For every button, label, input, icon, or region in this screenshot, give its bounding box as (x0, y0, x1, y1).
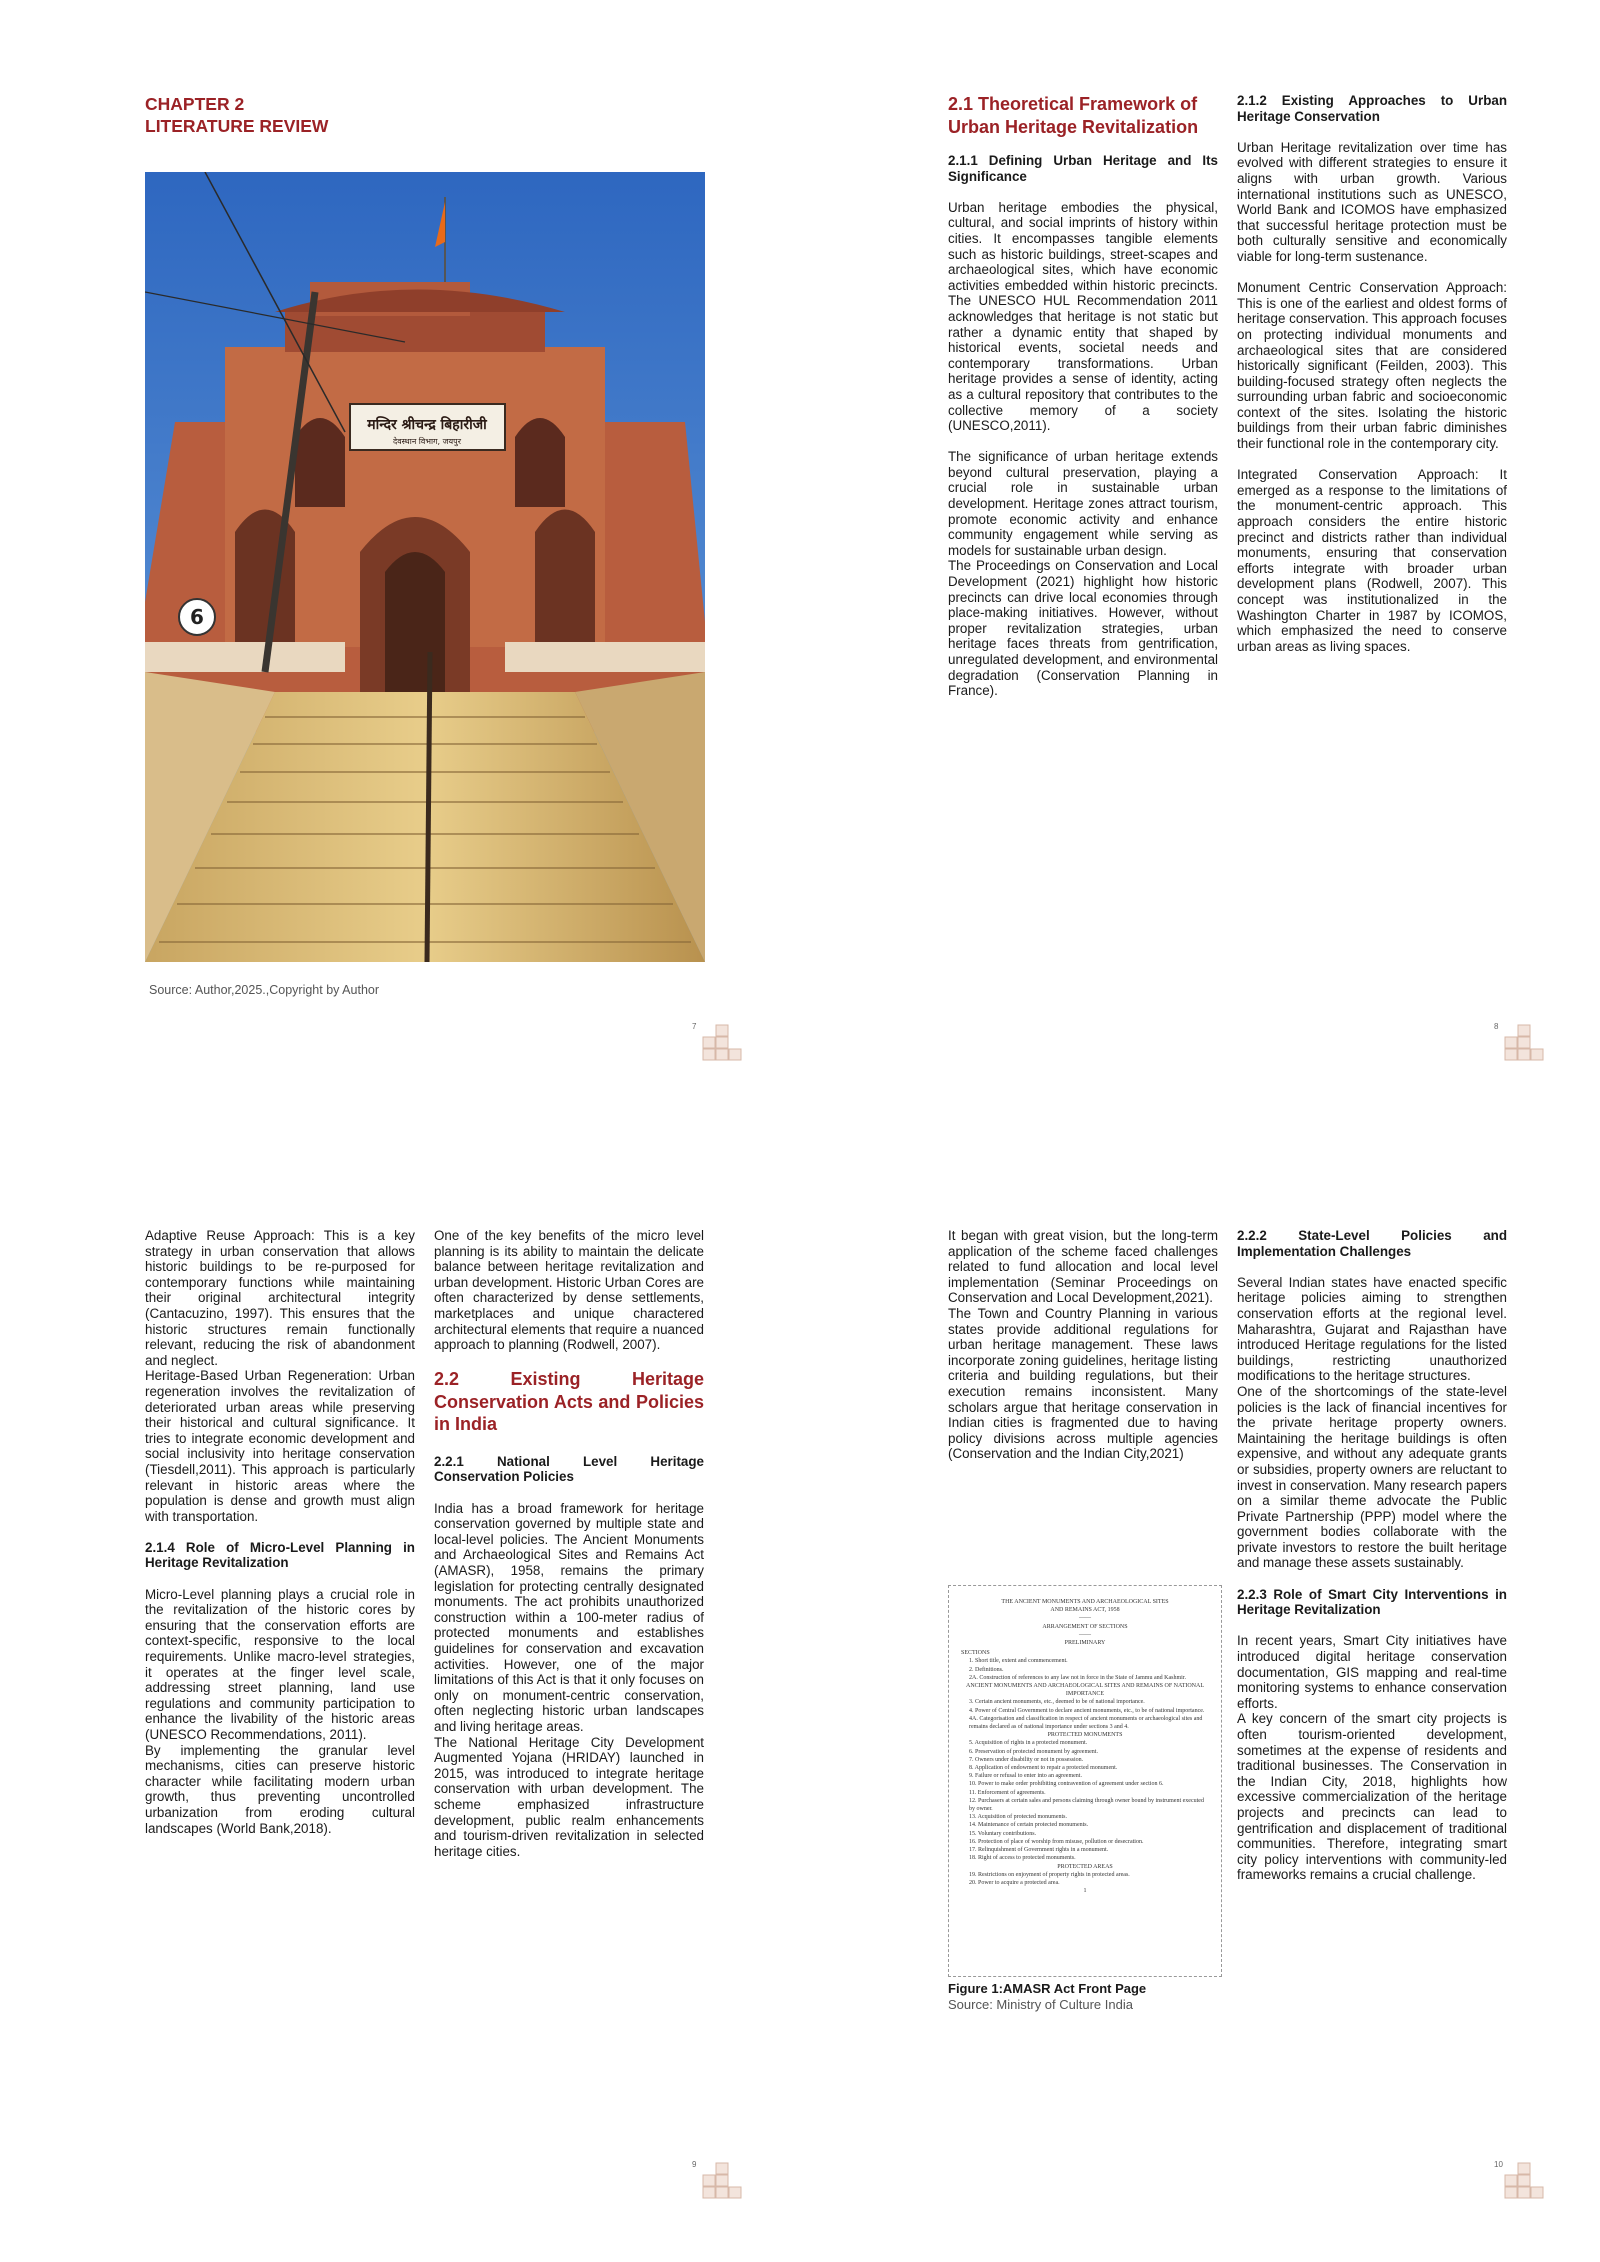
subheading-2-1-1: 2.1.1 Defining Urban Heritage and Its Significance (948, 153, 1218, 184)
paragraph: The National Heritage City Development Augmented Yojana (HRIDAY) launched in 2015, was introduced to integrate heritage conservation with urban development. The scheme emphasized infrastructure development, public realm enhancements and tourism-driven revitalization in selected heritage cities. (434, 1734, 704, 1859)
doc-section-item: 5. Acquisition of rights in a protected monument. (969, 1740, 1088, 1747)
paragraph: The Town and Country Planning in various states provide additional regulations for urban heritage management. These laws incorporate zoning guidelines, heritage listing criteria and building regulations, but their execution remains inconsistent. Many scholars argue that heritage conservation in Indian cities is fragmented due to having policy divisions across multiple agencies (Conservation and the Indian City,2021) (948, 1305, 1218, 1462)
paragraph: Monument Centric Conservation Approach: This is one of the earliest and oldest forms of heritage conservation. This approach focuses on protecting individual monuments and archaeological sites that are considered historically significant (Feilden, 2003). This building-focused strategy often neglects the surrounding urban fabric and socioeconomic context of the sites. Isolating the historic buildings from their urban fabric diminishes their functional role in the contemporary city. (1237, 280, 1507, 452)
page9-left-column (145, 1228, 415, 1852)
paragraph: Heritage-Based Urban Regeneration: Urban regeneration involves the revitalization of deteriorated urban areas while preserving their historical and cultural significance. It tries to integrate economic development and social inclusivity into heritage conservation (Tiesdell,2011). This approach is particularly relevant in historic areas where the population is dense and growth must align with transportation. (145, 1368, 415, 1524)
page-number: 9 (692, 2160, 697, 2169)
page-grid-icon (1504, 1024, 1546, 1062)
doc-section-item: 3. Certain ancient monuments, etc., deemed to be of national importance. (969, 1699, 1145, 1706)
doc-section-item: 9. Failure or refusal to enter into an agreement. (969, 1773, 1082, 1780)
doc-section-item: 13. Acquisition of protected monuments. (969, 1814, 1067, 1821)
doc-section-item: 11. Enforcement of agreements. (969, 1789, 1046, 1796)
doc-section-item: 16. Protection of place of worship from misuse, pollution or desecration. (969, 1838, 1144, 1845)
figure-title: Figure 1:AMASR Act Front Page (948, 1981, 1147, 1996)
subheading-2-2-1: 2.2.1 National Level Heritage Conservation Policies (434, 1453, 704, 1485)
doc-dash: —— (1079, 1615, 1091, 1622)
photo-caption: Source: Author,2025.,Copyright by Author (149, 983, 380, 997)
doc-section-item: 4A. Categorisation and classification in respect of ancient monuments or archaeological sites and remains declared as of national importance under sections 3 and 4. (969, 1715, 1203, 1731)
chapter-title: LITERATURE REVIEW (145, 116, 329, 136)
doc-section-item: 20. Power to acquire a protected area. (969, 1879, 1060, 1886)
doc-section-list (961, 1657, 1209, 1887)
doc-section-item: 10. Power to make order prohibiting contravention of agreement under section 6. (969, 1781, 1164, 1788)
amasr-act-front-page (948, 1585, 1222, 1977)
doc-arrangement: ARRANGEMENT OF SECTIONS (1042, 1623, 1128, 1630)
page-number: 10 (1494, 2160, 1503, 2169)
page-grid-icon (1504, 2162, 1546, 2200)
doc-section-item: 18. Right of access to protected monuments. (969, 1855, 1076, 1862)
doc-preliminary: PRELIMINARY (1064, 1640, 1106, 1647)
figure-source: Source: Ministry of Culture India (948, 1997, 1133, 2012)
doc-section-item: 1. Short title, extent and commencement. (969, 1658, 1068, 1665)
doc-section-item: 15. Voluntary contributions. (969, 1830, 1037, 1837)
doc-section-item: 14. Maintenance of certain protected monuments. (969, 1822, 1089, 1829)
subheading-2-2-2: 2.2.2 State-Level Policies and Implementation Challenges (1237, 1228, 1507, 1259)
page8-right-column (1237, 93, 1507, 670)
subheading-2-1-4: 2.1.4 Role of Micro-Level Planning in Heritage Revitalization (145, 1539, 415, 1571)
doc-section-item: 17. Relinquishment of Government rights in a monument. (969, 1847, 1109, 1854)
doc-section-item: 2A. Construction of references to any law not in force in the State of Jammu and Kashmir. (969, 1674, 1186, 1681)
doc-section-item: 12. Purchasers at certain sales and persons claiming through owner bound by instrument executed by owner. (969, 1797, 1204, 1813)
house-number: 6 (190, 605, 204, 629)
paragraph: One of the shortcomings of the state-level policies is the lack of financial incentives for the private heritage property owners. Maintaining the heritage buildings is often expensive, and without any adequate grants or subsidies, property owners are reluctant to invest in conservation. Many research papers on a similar theme advocate the Public Private Partnership (PPP) model where the government bodies collaborate with the private investors to restore the built heritage and manage these assets sustainably. (1237, 1383, 1507, 1571)
page8-left-column (948, 93, 1218, 714)
page-number: 7 (692, 1022, 697, 1031)
doc-sections-label: SECTIONS (961, 1650, 990, 1657)
chapter-number: CHAPTER 2 (145, 94, 245, 114)
paragraph: A key concern of the smart city projects is often tourism-oriented development, sometimes at the expense of residents and traditional businesses. The Conservation in the Indian City, 2018, highlights how excessive commercialization of the heritage projects and precincts can lead to gentrification and displacement of traditional communities. Therefore, integrating smart city policy interventions with community-led frameworks remains a crucial challenge. (1237, 1711, 1507, 1883)
section-heading-2-2: 2.2 Existing Heritage Conservation Acts and Policies in India (434, 1369, 704, 1435)
page9-right-column (434, 1228, 704, 1875)
doc-title-line2: AND REMAINS ACT, 1958 (1050, 1607, 1120, 1614)
paragraph: Several Indian states have enacted specific heritage policies aiming to strengthen conservation efforts at the regional level. Maharashtra, Gujarat and Rajasthan have introduced Heritage regulations for the listed buildings, restricting unauthorized modifications to the heritage structures. (1237, 1274, 1507, 1384)
paragraph: Adaptive Reuse Approach: This is a key strategy in urban conservation that allows historic buildings to be re-purposed for contemporary functions while maintaining their original architectural integrity (Cantacuzino, 1997). This ensures that the historic structures remain functionally relevant, reducing the risk of abandonment and neglect. (145, 1228, 415, 1368)
paragraph: India has a broad framework for heritage conservation governed by multiple state and local-level policies. The Ancient Monuments and Archaeological Sites and Remains Act (AMASR), 1958, remains the primary legislation for protecting centrally designated monuments. The act prohibits unauthorized construction within a 100-meter radius of protected monuments and establishes guidelines for conservation and excavation activities. However, one of the major limitations of this Act is that it only focuses on only on monument-centric conservation, often neglecting historic urban landscapes and living heritage areas. (434, 1500, 704, 1734)
doc-section-item: 4. Power of Central Government to declare ancient monuments, etc., to be of national importance. (969, 1707, 1205, 1714)
doc-section-item: 2. Definitions. (969, 1666, 1004, 1673)
doc-dash: —— (1079, 1631, 1091, 1638)
page-number: 8 (1494, 1022, 1499, 1031)
paragraph: In recent years, Smart City initiatives have introduced digital heritage conservation documentation, GIS mapping and real-time monitoring systems to enhance conservation efforts. (1237, 1633, 1507, 1711)
doc-title-line1: THE ANCIENT MONUMENTS AND ARCHAEOLOGICAL SITES (1001, 1599, 1169, 1605)
sign-text-line2: देवस्थान विभाग, जयपुर (392, 437, 462, 446)
paragraph: Integrated Conservation Approach: It emerged as a response to the limitations of the monument-centric approach. This approach considers the entire historic precinct and districts rather than individual monuments, ensuring that conservation efforts integrate with broader urban development plans (Rodwell, 2007). This concept was institutionalized in the Washington Charter in 1987 by ICOMOS, which emphasized the need to conserve urban areas as living spaces. (1237, 467, 1507, 654)
page-grid-icon (702, 2162, 744, 2200)
page10-left-column (948, 1228, 1218, 1478)
paragraph: The significance of urban heritage extends beyond cultural preservation, playing a crucial role in sustainable urban development. Heritage zones attract tourism, promote economic activity and enhance community engagement while serving as models for sustainable urban design. (948, 449, 1218, 558)
subheading-2-2-3: 2.2.3 Role of Smart City Interventions in Heritage Revitalization (1237, 1586, 1507, 1618)
sign-text-line1: मन्दिर श्रीचन्द्र बिहारीजी (367, 417, 487, 433)
figure-caption (948, 1981, 1146, 2013)
subheading-2-1-2: 2.1.2 Existing Approaches to Urban Heritage Conservation (1237, 93, 1507, 124)
doc-page-number: 1 (1083, 1888, 1087, 1895)
temple-photo (145, 172, 705, 962)
doc-section-item: PROTECTED AREAS (1057, 1863, 1113, 1870)
page10-right-column (1237, 1228, 1507, 1899)
paragraph: By implementing the granular level mechanisms, cities can preserve historic character while facilitating modern urban growth, thus preventing uncontrolled urbanization from eroding cultural landscapes (World Bank,2018). (145, 1742, 415, 1836)
paragraph: Micro-Level planning plays a crucial role in the revitalization of the historic cores by ensuring that the conservation efforts are context-specific, responsive to the local requirements. Unlike macro-level strategies, it operates at the finger level scale, addressing street planning, land use regulations and community participation to enhance the livability of the historic areas (UNESCO Recommendations, 2011). (145, 1586, 415, 1742)
doc-section-item: 6. Preservation of protected monument by agreement. (969, 1748, 1098, 1755)
page-grid-icon (702, 1024, 744, 1062)
temple-photo-illustration (145, 172, 705, 962)
doc-section-item: 7. Owners under disability or not in possession. (969, 1756, 1084, 1763)
paragraph: Urban heritage embodies the physical, cultural, and social imprints of history within cities. It encompasses tangible elements such as historic buildings, street-scapes and archaeological sites, which have economic activities embedded within historic precincts. The UNESCO HUL Recommendation 2011 acknowledges that heritage is not static but rather a dynamic entity that shaped by historical events, societal needs and contemporary transformations. Urban heritage provides a sense of identity, acting as a cultural repository that contributes to the collective memory of a society (UNESCO,2011). (948, 199, 1218, 434)
paragraph: One of the key benefits of the micro level planning is its ability to maintain the delicate balance between heritage revitalization and urban development. Historic Urban Cores are often characterized by dense settlements, marketplaces and unique charactered architectural elements that require a nuanced approach to planning (Rodwell, 2007). (434, 1228, 704, 1353)
paragraph: Urban Heritage revitalization over time has evolved with different strategies to ensure it aligns with urban growth. Various international institutions such as UNESCO, World Bank and ICOMOS have emphasized that successful heritage protection must be both culturally sensitive and economically viable for long-term sustenance. (1237, 139, 1507, 264)
doc-section-item: 8. Application of endowment to repair a protected monument. (969, 1765, 1118, 1772)
section-heading-2-1: 2.1 Theoretical Framework of Urban Heritage Revitalization (948, 94, 1199, 137)
chapter-heading (145, 93, 328, 137)
doc-section-item: PROTECTED MONUMENTS (1047, 1732, 1123, 1739)
doc-section-item: ANCIENT MONUMENTS AND ARCHAEOLOGICAL SITES AND REMAINS OF NATIONAL IMPORTANCE (965, 1683, 1204, 1698)
paragraph: The Proceedings on Conservation and Local Development (2021) highlight how historic precincts can drive local economies through place-making initiatives. However, without proper revitalization strategies, urban heritage faces threats from gentrification, unregulated development, and environmental degradation (Conservation Planning in France). (948, 558, 1218, 699)
paragraph: It began with great vision, but the long-term application of the scheme faced challenges related to fund allocation and local level implementation (Seminar Proceedings on Conservation and Local Development,2021). (948, 1228, 1218, 1306)
doc-section-item: 19. Restrictions on enjoyment of property rights in protected areas. (969, 1871, 1130, 1878)
